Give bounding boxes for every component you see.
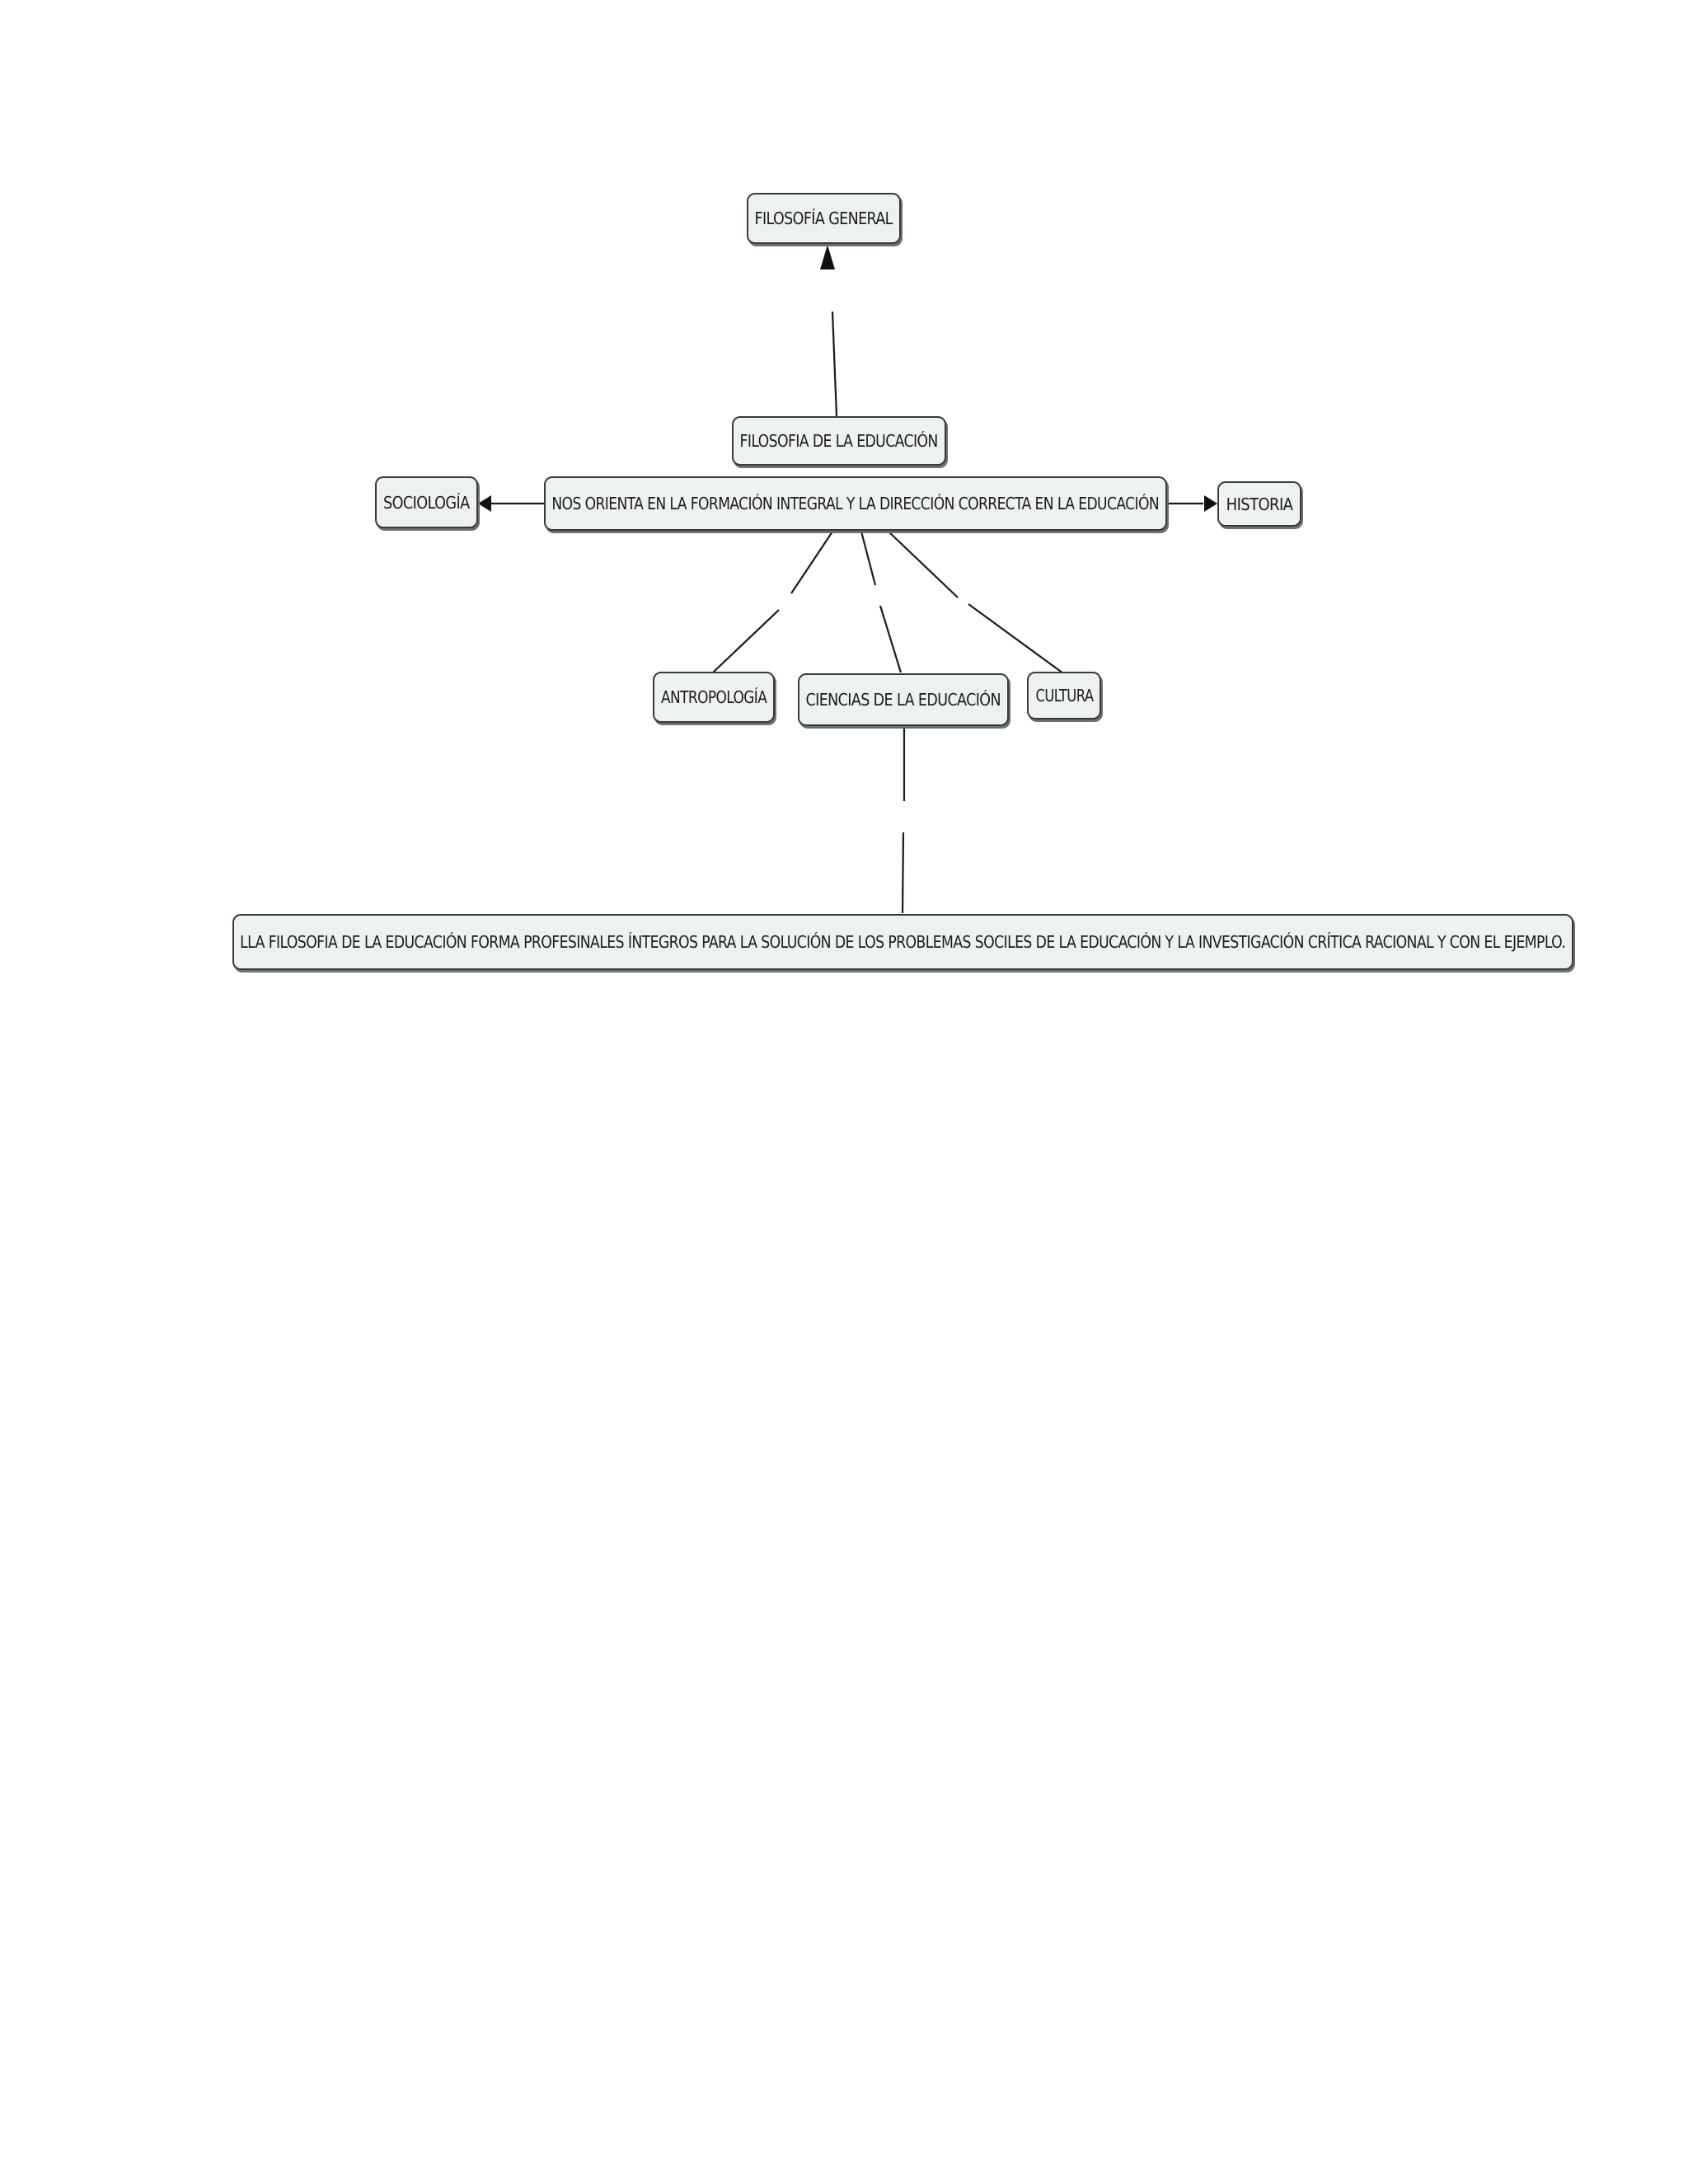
- connector-to-antropologia: [791, 532, 832, 593]
- node-historia[interactable]: [1217, 481, 1301, 527]
- node-label: HISTORIA: [1226, 494, 1293, 514]
- connector-to-cultura: [889, 532, 958, 598]
- node-label: SOCIOLOGÍA: [383, 492, 470, 513]
- node-label: ANTROPOLOGÍA: [660, 687, 767, 707]
- arrowhead-sociologia: [478, 495, 491, 512]
- node-antropologia[interactable]: [653, 672, 775, 723]
- node-sociologia[interactable]: [375, 476, 478, 528]
- node-label: FILOSOFÍA GENERAL: [754, 209, 893, 228]
- connector-to-ciencias-lower: [880, 606, 901, 673]
- arrowhead-filosofia-general: [820, 245, 835, 269]
- node-filosofia-educacion[interactable]: [732, 416, 946, 466]
- connector-to-ciencias: [861, 532, 875, 585]
- node-conclusion[interactable]: [232, 914, 1573, 970]
- connector-to-antropologia-lower: [713, 610, 779, 673]
- node-filosofia-general[interactable]: [747, 193, 901, 244]
- node-label: CIENCIAS DE LA EDUCACIÓN: [805, 690, 1001, 710]
- node-label: CULTURA: [1035, 686, 1093, 705]
- node-central[interactable]: [544, 476, 1167, 531]
- connector-to-filosofia-general: [832, 312, 837, 416]
- node-cultura[interactable]: [1027, 672, 1101, 719]
- node-label: FILOSOFIA DE LA EDUCACIÓN: [739, 431, 939, 451]
- arrowhead-historia: [1204, 495, 1217, 512]
- connector-to-cultura-lower: [968, 604, 1063, 673]
- node-label: NOS ORIENTA EN LA FORMACIÓN INTEGRAL Y LA DIRECCIÓN CORRECTA EN LA EDUCACIÓN: [551, 494, 1160, 513]
- node-ciencias[interactable]: [798, 673, 1009, 726]
- node-label: LLA FILOSOFIA DE LA EDUCACIÓN FORMA PROFESINALES ÍNTEGROS PARA LA SOLUCIÓN DE LOS PROBLEMAS SOCILES DE LA EDUCACIÓN Y LA INVESTIGACIÓN CRÍTICA RACIONAL Y CON EL EJEMPLO.: [240, 932, 1566, 952]
